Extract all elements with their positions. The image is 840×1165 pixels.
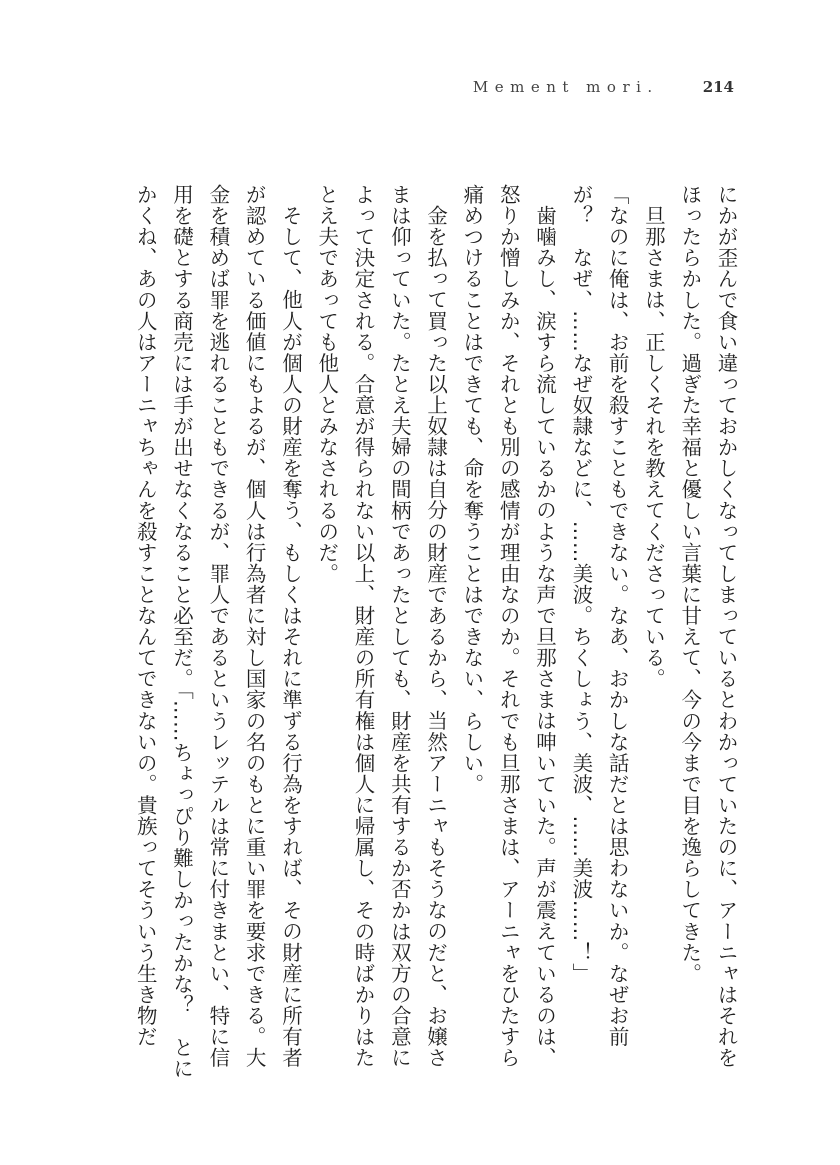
book-title: Mement mori. [472,78,659,96]
paragraph-2: 旦那さまは、正しくそれを教えてくださっている。 [641,204,666,689]
paragraph-4: 歯噛みし、涙すら流しているかのような声で旦那さまは呻いていた。声が震えているのは、怒りか憎しみか、それとも別の感情が理由なのか。それでも旦那さまは、アーニャをひたすら痛めつけることはできても、命を奪うことはできない、らしい。 [459,184,557,1069]
paragraph-6: そして、他人が個人の財産を奪う、もしくはそれに準ずる行為をすれば、その財産に所有者が認めている価値にもよるが、個人は行為者に対し国家の名のもとに重い罪を要求できる。大金を積めば罪を逃れることもできるが、罪人であるというレッテルは常に付きまとい、特に信用を礎とする商売には手が出せなくなること必至だ。「……ちょっぴり難しかったかな？ とにかくね、あの人はアーニャちゃんを殺すことなんてできないの。貴族ってそういう生き物だ [133,184,303,1079]
paragraph-5: 金を払って買った以上奴隷は自分の財産であるから、当然アーニャもそうなのだと、お嬢さまは仰っていた。たとえ夫婦の間柄であったとしても、財産を共有するか否かは双方の合意によって決定される。合意が得られない以上、財産の所有権は個人に帰属し、その時ばかりはたとえ夫であっても他人とみなされるのだ。 [314,184,448,1069]
running-head [473,78,734,96]
paragraph-3: 「なのに俺は、お前を殺すこともできない。なあ、おかしな話だとは思わないか。なぜお前が？ なぜ、……なぜ奴隷などに、……美波。ちくしょう、美波、……美波……！」 [568,184,630,1048]
page-number: 214 [702,78,734,96]
paragraph-1: にかが歪んで食い違っておかしくなってしまっているとわかっていたのに、アーニャはそれをほったらかした。過ぎた幸福と優しい言葉に甘えて、今の今まで目を逸らしてきた。 [677,184,738,1069]
body-text [104,184,744,1084]
